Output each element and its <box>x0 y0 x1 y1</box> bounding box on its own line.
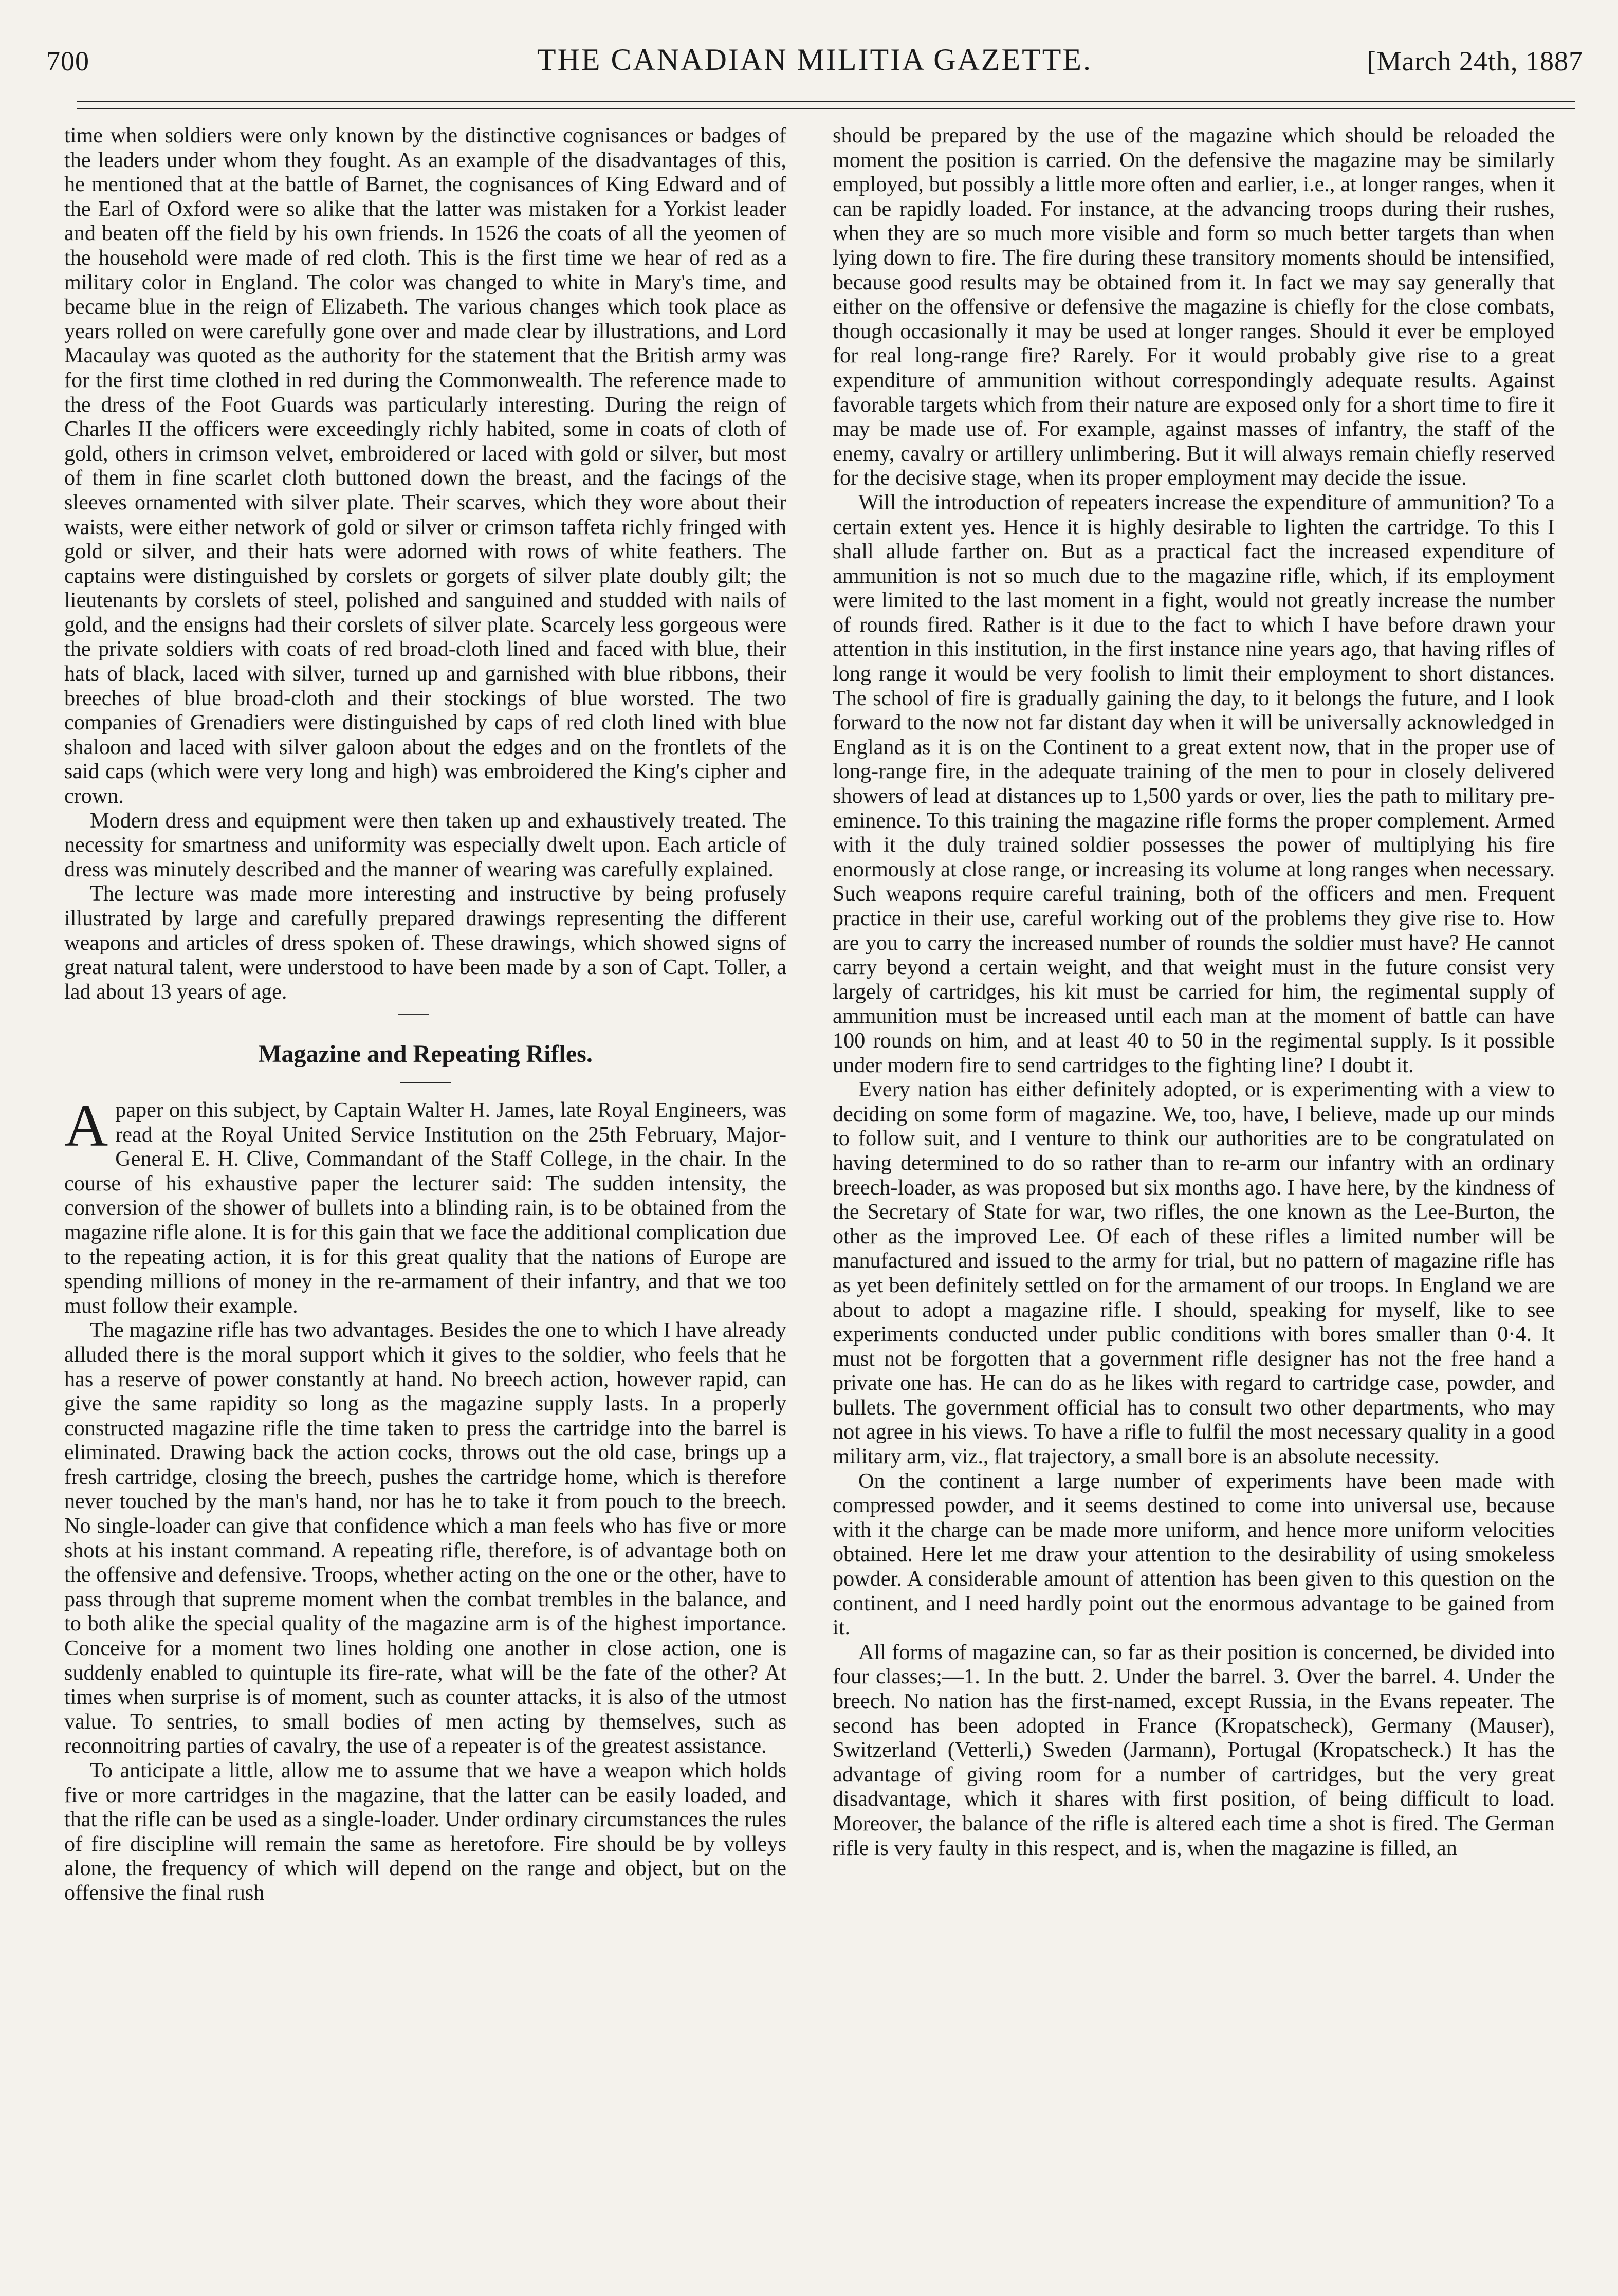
issue-date: [March 24th, 1887 <box>1367 46 1583 77</box>
left-paragraph-3: The lecture was made more interesting and instructive by being profusely illustrated by large and carefully prepared drawings representing the different weapons and articles of dress spoken of. These drawings, which showed signs of great natural talent, were understood to have been made by a son of Capt. Toller, a lad about 13 years of age. <box>64 881 786 1004</box>
header-rule-top <box>77 101 1575 102</box>
left-paragraph-4-text: paper on this subject, by Captain Walter H. James, late Royal Engineers, was read at the Royal United Service Institution on the 25th February, Major-General E. H. Clive, Commandant of the Staff College, in the chair. In the course of his exhaustive paper the lecturer said: The sudden intensity, the conversion of the shower of bullets into a blinding rain, is to be obtained from the magazine rifle alone. It is for this gain that we face the additional complication due to the repeating action, it is for this great quality that the nations of Europe are spending millions of money in the re-armament of their infantry, and that we too must follow their example. <box>64 1097 786 1318</box>
right-paragraph-5: All forms of magazine can, so far as their position is concerned, be divided into four classes;—1. In the butt. 2. Under the barrel. 3. Over the barrel. 4. Under the breech. No nation has the first-named, except Russia, in the Evans repeater. The second has been adopted in France (Kropatscheck), Germany (Mauser), Switzerland (Vetterli,) Sweden (Jarmann), Portugal (Kropatscheck.) It has the advantage of giving room for a number of cartridges, but the very great disadvantage, which it shares with first position, of being difficult to load. Moreover, the balance of the rifle is altered each time a shot is fired. The German rifle is very faulty in this respect, and is, when the magazine is filled, an <box>833 1640 1555 1860</box>
header-rule-bottom <box>77 108 1575 109</box>
left-paragraph-4 <box>64 1091 786 1318</box>
right-column <box>833 123 1555 1860</box>
separator-rule <box>398 1014 429 1015</box>
page-number: 700 <box>46 46 89 77</box>
title-rule <box>400 1082 451 1083</box>
left-paragraph-5: The magazine rifle has two advantages. Besides the one to which I have already alluded there is the moral support which it gives to the soldier, who feels that he has a reserve of power constantly at hand. No breech action, however rapid, can give the same rapidity so long as the magazine supply lasts. In a properly constructed magazine rifle the time taken to press the cartridge into the barrel is eliminated. Drawing back the action cocks, throws out the old case, brings up a fresh cartridge, closing the breech, pushes the cartridge home, which is therefore never touched by the man's hand, nor has he to take it from pouch to the breech. No single-loader can give that confidence which a man feels who has five or more shots at his instant command. A repeating rifle, therefore, is of advantage both on the offensive and defensive. Troops, whether acting on the one or the other, have to pass through that supreme moment when the combat trembles in the balance, and to both alike the special quality of the magazine arm is of the highest importance. Conceive for a moment two lines holding one another in close action, one is suddenly enabled to quintuple its fire-rate, what will be the fate of the other? At times when surprise is of moment, such as counter attacks, it is also of the utmost value. To sentries, to small bodies of men acting by themselves, such as reconnoitring parties of cavalry, the use of a repeater is of the greatest assistance. <box>64 1318 786 1758</box>
masthead-title: THE CANADIAN MILITIA GAZETTE. <box>537 43 1093 77</box>
drop-cap: A <box>64 1091 108 1159</box>
left-paragraph-2: Modern dress and equipment were then taken up and exhaustively treated. The necessity for smartness and uniformity was especially dwelt upon. Each article of dress was minutely described and the manner of wearing was carefully explained. <box>64 808 786 881</box>
right-paragraph-1: should be prepared by the use of the magazine which should be reloaded the moment the position is carried. On the defensive the magazine may be similarly employed, but possibly a little more often and earlier, i.e., at longer ranges, when it can be rapidly loaded. For instance, at the advancing troops during their rushes, when they are so much more visible and form so much better targets than when lying down to fire. The fire during these transitory moments should be intensified, because good results may be obtained from it. In fact we may say generally that either on the offensive or defensive the magazine is chiefly for the close combats, though occasionally it may be used at longer ranges. Should it ever be employed for real long-range fire? Rarely. For it would probably give rise to a great expenditure of ammunition without correspondingly adequate results. Against favorable targets which from their nature are exposed only for a short time to fire it may be made use of. For example, against masses of infantry, the staff of the enemy, cavalry or artillery unlimbering. But it will always remain chiefly reserved for the decisive stage, when its proper employment may decide the issue. <box>833 123 1555 490</box>
right-paragraph-4: On the continent a large number of experiments have been made with compressed powder, and it seems destined to come into universal use, because with it the charge can be made more uniform, and hence more uniform velocities obtained. Here let me draw your attention to the desirability of using smokeless powder. A considerable amount of attention has been given to this question on the continent, and I need hardly point out the enormous advantage to be gained from it. <box>833 1468 1555 1640</box>
left-column <box>64 123 786 1905</box>
right-paragraph-3: Every nation has either definitely adopted, or is experimenting with a view to deciding on some form of magazine. We, too, have, I believe, made up our minds to follow suit, and I venture to think our authorities are to be congratulated on having determined to do so rather than to re-arm our infantry with an ordinary breech-loader, as was proposed but six months ago. I have here, by the kindness of the Secretary of State for war, two rifles, the one known as the Lee-Burton, the other as the improved Lee. Of each of these rifles a limited number will be manufactured and issued to the army for trial, but no pattern of magazine rifle has as yet been definitely settled on for the armament of our troops. In England we are about to adopt a magazine rifle. I should, speaking for myself, like to see experiments conducted under public conditions with bores smaller than 0·4. It must not be forgotten that a government rifle designer has not the free hand a private one has. He can do as he likes with regard to cartridge case, powder, and bullets. The government official has to consult two other departments, who may not agree in his views. To have a rifle to fulfil the most necessary quality in a good military arm, viz., flat trajectory, a small bore is an absolute necessity. <box>833 1077 1555 1469</box>
page-header <box>46 36 1583 82</box>
right-paragraph-2: Will the introduction of repeaters increase the expenditure of ammunition? To a certain extent yes. Hence it is highly desirable to lighten the cartridge. To this I shall allude farther on. But as a practical fact the increased expenditure of ammunition is not so much due to the magazine rifle, which, if its employment were limited to the last moment in a fight, would not greatly increase the number of rounds fired. Rather is it due to the fact to which I have before drawn your attention in this institution, in the first instance nine years ago, that having rifles of long range it would be very foolish to limit their employment to short distances. The school of fire is gradually gaining the day, to it belongs the future, and I look forward to the now not far distant day when it will be universally acknowledged in England as it is on the Continent to a great extent now, that in the proper use of long-range fire, in the adequate training of the men to pour in closely delivered showers of lead at distances up to 1,500 yards or over, lies the path to military pre-eminence. To this training the magazine rifle forms the proper complement. Armed with it the duly trained soldier possesses the power of multiplying his fire enormously at close range, or increasing its volume at long ranges when necessary. Such weapons require careful training, both of the officers and men. Frequent practice in their use, careful working out of the problems they give rise to. How are you to carry the increased number of rounds the soldier must have? He cannot carry beyond a certain weight, and that weight must in the future consist very largely of cartridges, his kit must be carried for him, the regimental supply of ammunition must be increased until each man at the moment of battle can have 100 rounds on him, and at least 40 to 50 in the regimental supply. Is it possible under modern fire to send cartridges to the fighting line? I doubt it. <box>833 490 1555 1077</box>
left-paragraph-1: time when soldiers were only known by the distinctive cognisances or badges of the leaders under whom they fought. As an example of the disadvantages of this, he mentioned that at the battle of Barnet, the cognisances of King Edward and of the Earl of Oxford were so alike that the latter was mistaken for a Yorkist leader and beaten off the field by his own friends. In 1526 the coats of all the yeomen of the household were made of red cloth. This is the first time we hear of red as a military color in England. The color was changed to white in Mary's time, and became blue in the reign of Elizabeth. The various changes which took place as years rolled on were carefully gone over and made clear by illustrations, and Lord Macaulay was quoted as the authority for the statement that the British army was for the first time clothed in red during the Commonwealth. The reference made to the dress of the Foot Guards was particularly interesting. During the reign of Charles II the officers were exceedingly richly habited, some in coats of cloth of gold, others in crimson velvet, embroidered or laced with gold or silver, but most of them in fine scarlet cloth buttoned down the breast, and the facings of the sleeves ornamented with silver plate. Their scarves, which they wore about their waists, were either network of gold or silver or crimson taffeta richly fringed with gold or silver, and their hats were adorned with rows of white feathers. The captains were distinguished by corslets or gorgets of silver plate doubly gilt; the lieutenants by corslets of steel, polished and sanguined and studded with nails of gold, and the ensigns had their corslets of silver plate. Scarcely less gorgeous were the private soldiers with coats of red broad-cloth lined and faced with blue, their hats of black, laced with silver, turned up and garnished with blue ribbons, their breeches of blue broad-cloth and their stockings of blue worsted. The two companies of Grenadiers were distinguished by caps of red cloth lined with blue shaloon and laced with silver galoon about the edges and on the frontlets of the said caps (which were very long and high) was embroidered the King's cipher and crown. <box>64 123 786 809</box>
section-title: Magazine and Repeating Rifles. <box>258 1040 593 1068</box>
left-paragraph-6: To anticipate a little, allow me to assume that we have a weapon which holds five or more cartridges in the magazine, that the latter can be easily loaded, and that the rifle can be used as a single-loader. Under ordinary circumstances the rules of fire discipline will remain the same as heretofore. Fire should be by volleys alone, the frequency of which will depend on the range and object, but on the offensive the final rush <box>64 1758 786 1905</box>
